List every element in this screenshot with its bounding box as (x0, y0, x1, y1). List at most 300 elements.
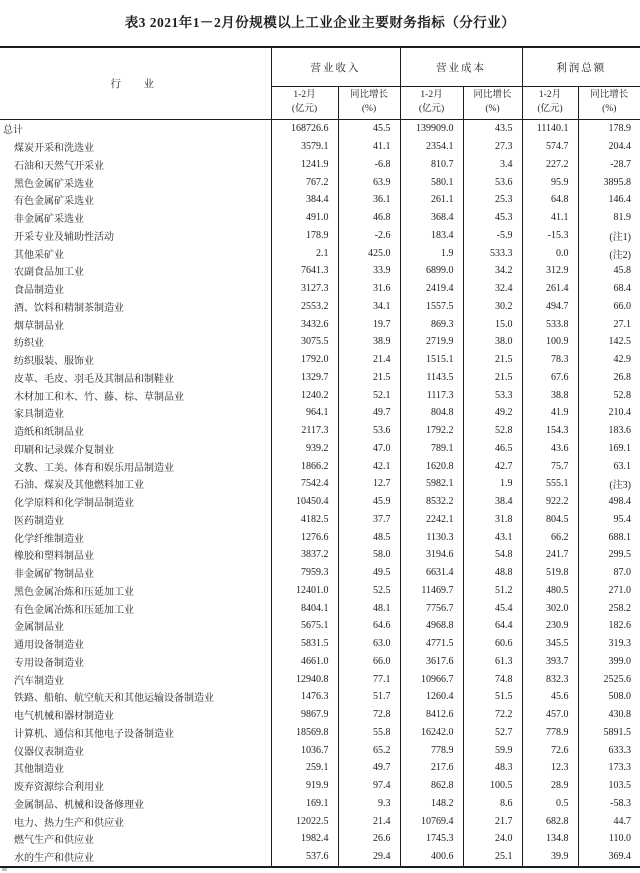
value-cell: 32.4 (463, 280, 522, 298)
value-cell: 5675.1 (271, 617, 338, 635)
value-cell: 54.8 (463, 546, 522, 564)
value-cell: 52.5 (338, 582, 400, 600)
value-cell: 210.4 (608, 407, 631, 419)
value-cell: 178.9 (608, 123, 631, 135)
value-cell: 21.5 (338, 369, 400, 387)
value-cell: 58.0 (338, 546, 400, 564)
subheader-line: (%) (602, 104, 617, 114)
table-row (0, 298, 640, 316)
value-cell: 7641.3 (271, 262, 338, 280)
financial-indicators-table (0, 46, 640, 868)
value-cell: 1515.1 (400, 351, 463, 369)
group-header-profit: 利润总额 (522, 47, 640, 87)
value-cell: 51.7 (338, 688, 400, 706)
value-cell: 10450.4 (271, 493, 338, 511)
table-row (0, 369, 640, 387)
value-cell: 1792.0 (271, 351, 338, 369)
value-cell: 494.7 (522, 298, 578, 316)
value-cell: 146.4 (608, 194, 631, 206)
value-cell: 46.5 (463, 440, 522, 458)
value-cell: 173.3 (608, 762, 631, 774)
industry-cell: 烟草制品业 (0, 315, 271, 333)
value-cell: 312.9 (522, 262, 578, 280)
value-cell: 61.3 (463, 653, 522, 671)
value-cell: 77.1 (338, 670, 400, 688)
value-cell: 2.1 (271, 244, 338, 262)
value-cell: 53.3 (463, 386, 522, 404)
value-cell: 52.7 (463, 724, 522, 742)
value-cell: 3194.6 (400, 546, 463, 564)
value-cell: 778.9 (522, 724, 578, 742)
value-cell: 1130.3 (400, 528, 463, 546)
value-cell: 15.0 (463, 315, 522, 333)
industry-cell: 总计 (0, 120, 271, 138)
value-cell: 0.0 (522, 244, 578, 262)
value-cell: 1620.8 (400, 457, 463, 475)
value-cell: 45.8 (613, 265, 631, 277)
table-row (0, 724, 640, 742)
industry-cell: 仪器仪表制造业 (0, 741, 271, 759)
value-cell: 26.6 (338, 830, 400, 848)
value-cell: -15.3 (522, 227, 578, 245)
subheader-profit-growth (578, 87, 640, 120)
value-cell: 271.0 (608, 584, 631, 596)
value-cell: 368.4 (400, 209, 463, 227)
value-cell: 38.9 (338, 333, 400, 351)
value-cell: 12.3 (522, 759, 578, 777)
value-cell: 400.6 (400, 848, 463, 867)
industry-cell: 纺织服装、服饰业 (0, 351, 271, 369)
value-cell: 1557.5 (400, 298, 463, 316)
value-cell: 682.8 (522, 812, 578, 830)
subheader-profit-amount (522, 87, 578, 120)
industry-cell: 金属制品、机械和设备修理业 (0, 795, 271, 813)
table-row (0, 688, 640, 706)
value-cell: 38.0 (463, 333, 522, 351)
value-cell: 97.4 (338, 777, 400, 795)
industry-cell: 石油和天然气开采业 (0, 156, 271, 174)
industry-cell: 化学纤维制造业 (0, 528, 271, 546)
table-row (0, 386, 640, 404)
value-cell: 183.4 (400, 227, 463, 245)
table-row (0, 777, 640, 795)
industry-cell: 皮革、毛皮、羽毛及其制品和制鞋业 (0, 369, 271, 387)
scan-artifact-mark (2, 868, 7, 871)
value-cell: 34.2 (463, 262, 522, 280)
value-cell: 261.4 (522, 280, 578, 298)
value-cell: (注3) (609, 480, 631, 492)
value-cell: 72.6 (522, 741, 578, 759)
industry-cell: 农副食品加工业 (0, 262, 271, 280)
value-cell: 519.8 (522, 564, 578, 582)
industry-cell: 计算机、通信和其他电子设备制造业 (0, 724, 271, 742)
value-cell: 3432.6 (271, 315, 338, 333)
table-row (0, 120, 640, 138)
table-row (0, 138, 640, 156)
value-cell: 51.2 (463, 582, 522, 600)
table-row (0, 209, 640, 227)
industry-cell: 木材加工和木、竹、藤、棕、草制品业 (0, 386, 271, 404)
value-cell: 87.0 (613, 567, 631, 579)
value-cell: 384.4 (271, 191, 338, 209)
value-cell: 3127.3 (271, 280, 338, 298)
industry-cell: 酒、饮料和精制茶制造业 (0, 298, 271, 316)
value-cell: 6631.4 (400, 564, 463, 582)
value-cell: 1117.3 (400, 386, 463, 404)
value-cell: 1745.3 (400, 830, 463, 848)
industry-cell: 文教、工美、体育和娱乐用品制造业 (0, 457, 271, 475)
table-row (0, 528, 640, 546)
value-cell: 24.0 (463, 830, 522, 848)
table-row (0, 617, 640, 635)
value-cell: 134.8 (522, 830, 578, 848)
value-cell: 3837.2 (271, 546, 338, 564)
value-cell: -2.6 (338, 227, 400, 245)
industry-cell: 橡胶和塑料制品业 (0, 546, 271, 564)
value-cell: 43.5 (463, 120, 522, 138)
value-cell: 42.7 (463, 457, 522, 475)
value-cell: 302.0 (522, 599, 578, 617)
value-cell: 5982.1 (400, 475, 463, 493)
value-cell: 33.9 (338, 262, 400, 280)
value-cell: 45.6 (522, 688, 578, 706)
value-cell: 48.5 (338, 528, 400, 546)
industry-cell: 医药制造业 (0, 511, 271, 529)
value-cell: 399.0 (608, 655, 631, 667)
value-cell: 2117.3 (271, 422, 338, 440)
table-row (0, 173, 640, 191)
industry-cell: 水的生产和供应业 (0, 848, 271, 867)
value-cell: 8.6 (463, 795, 522, 813)
value-cell: 3579.1 (271, 138, 338, 156)
industry-cell: 非金属矿物制品业 (0, 564, 271, 582)
value-cell: 8412.6 (400, 706, 463, 724)
value-cell: 227.2 (522, 156, 578, 174)
value-cell: 21.4 (338, 351, 400, 369)
value-cell: 3.4 (463, 156, 522, 174)
value-cell: 168726.6 (271, 120, 338, 138)
industry-cell: 有色金属矿采选业 (0, 191, 271, 209)
value-cell: -28.7 (610, 158, 631, 170)
industry-cell: 汽车制造业 (0, 670, 271, 688)
table-row (0, 440, 640, 458)
value-cell: 74.8 (463, 670, 522, 688)
value-cell: 48.3 (463, 759, 522, 777)
value-cell: 1.9 (400, 244, 463, 262)
value-cell: 52.8 (613, 389, 631, 401)
table-row (0, 404, 640, 422)
value-cell: 95.9 (522, 173, 578, 191)
value-cell: 63.1 (613, 460, 631, 472)
table-row (0, 741, 640, 759)
page-title: 表3 2021年1－2月份规模以上工业企业主要财务指标（分行业） (124, 15, 516, 30)
subheader-cost-amount (400, 87, 463, 120)
value-cell: 258.2 (608, 602, 631, 614)
industry-cell: 纺织业 (0, 333, 271, 351)
subheader-line: (亿元) (418, 104, 445, 114)
value-cell: 154.3 (522, 422, 578, 440)
value-cell: 4771.5 (400, 635, 463, 653)
industry-cell: 化学原料和化学制品制造业 (0, 493, 271, 511)
value-cell: 580.1 (400, 173, 463, 191)
subheader-revenue-amount (271, 87, 338, 120)
table-row (0, 191, 640, 209)
industry-cell: 专用设备制造业 (0, 653, 271, 671)
value-cell: (注2) (609, 249, 631, 261)
subheader-line: (亿元) (537, 104, 563, 114)
value-cell: 51.5 (463, 688, 522, 706)
value-cell: 1866.2 (271, 457, 338, 475)
value-cell: 31.6 (338, 280, 400, 298)
value-cell: 53.6 (463, 173, 522, 191)
value-cell: 44.7 (613, 815, 631, 827)
value-cell: 4661.0 (271, 653, 338, 671)
table-row (0, 315, 640, 333)
value-cell: 12022.5 (271, 812, 338, 830)
table-row (0, 582, 640, 600)
industry-cell: 造纸和纸制品业 (0, 422, 271, 440)
value-cell: 95.4 (613, 513, 631, 525)
table-row (0, 795, 640, 813)
industry-cell: 黑色金属冶炼和压延加工业 (0, 582, 271, 600)
value-cell: 48.1 (338, 599, 400, 617)
value-cell: 498.4 (608, 496, 631, 508)
value-cell: 12.7 (338, 475, 400, 493)
group-header-revenue: 营业收入 (271, 47, 400, 87)
table-row (0, 333, 640, 351)
value-cell: 537.6 (271, 848, 338, 867)
value-cell: 230.9 (522, 617, 578, 635)
value-cell: 3617.6 (400, 653, 463, 671)
table-row (0, 351, 640, 369)
value-cell: 633.3 (608, 744, 631, 756)
value-cell: 430.8 (608, 709, 631, 721)
table-row (0, 670, 640, 688)
value-cell: 169.1 (271, 795, 338, 813)
value-cell: 1982.4 (271, 830, 338, 848)
group-header-row (0, 47, 640, 87)
value-cell: 49.7 (338, 404, 400, 422)
table-row (0, 546, 640, 564)
value-cell: (注1) (609, 231, 631, 243)
industry-cell: 煤炭开采和洗选业 (0, 138, 271, 156)
value-cell: 53.6 (338, 422, 400, 440)
table-row (0, 564, 640, 582)
value-cell: 64.8 (522, 191, 578, 209)
value-cell: 2719.9 (400, 333, 463, 351)
value-cell: 183.6 (608, 425, 631, 437)
industry-cell: 其他采矿业 (0, 244, 271, 262)
value-cell: 49.2 (463, 404, 522, 422)
value-cell: 508.0 (608, 691, 631, 703)
industry-column-header: 行 业 (0, 47, 271, 120)
value-cell: 6899.0 (400, 262, 463, 280)
value-cell: 66.2 (522, 528, 578, 546)
subheader-line: (%) (361, 104, 377, 114)
value-cell: 37.7 (338, 511, 400, 529)
value-cell: 19.7 (338, 315, 400, 333)
value-cell: 832.3 (522, 670, 578, 688)
industry-cell: 电力、热力生产和供应业 (0, 812, 271, 830)
value-cell: 1241.9 (271, 156, 338, 174)
value-cell: 8404.1 (271, 599, 338, 617)
value-cell: 41.9 (522, 404, 578, 422)
value-cell: 1792.2 (400, 422, 463, 440)
table-row (0, 227, 640, 245)
value-cell: 42.1 (338, 457, 400, 475)
value-cell: 21.5 (463, 351, 522, 369)
table-row (0, 830, 640, 848)
value-cell: 425.0 (338, 244, 400, 262)
value-cell: 1276.6 (271, 528, 338, 546)
value-cell: 2354.1 (400, 138, 463, 156)
industry-cell: 电气机械和器材制造业 (0, 706, 271, 724)
value-cell: 34.1 (338, 298, 400, 316)
value-cell: 64.6 (338, 617, 400, 635)
table-header (0, 47, 640, 120)
value-cell: 345.5 (522, 635, 578, 653)
value-cell: 9867.9 (271, 706, 338, 724)
value-cell: 28.9 (522, 777, 578, 795)
value-cell: 63.9 (338, 173, 400, 191)
value-cell: 393.7 (522, 653, 578, 671)
value-cell: 38.4 (463, 493, 522, 511)
value-cell: 81.9 (613, 212, 631, 224)
industry-cell: 非金属矿采选业 (0, 209, 271, 227)
industry-cell: 有色金属冶炼和压延加工业 (0, 599, 271, 617)
value-cell: 778.9 (400, 741, 463, 759)
table-row (0, 244, 640, 262)
value-cell: 8532.2 (400, 493, 463, 511)
industry-cell: 开采专业及辅助性活动 (0, 227, 271, 245)
value-cell: 25.3 (463, 191, 522, 209)
value-cell: 59.9 (463, 741, 522, 759)
value-cell: 533.3 (463, 244, 522, 262)
value-cell: 16242.0 (400, 724, 463, 742)
value-cell: 0.5 (522, 795, 578, 813)
value-cell: 47.0 (338, 440, 400, 458)
value-cell: 75.7 (522, 457, 578, 475)
value-cell: 241.7 (522, 546, 578, 564)
table-row (0, 511, 640, 529)
value-cell: 21.5 (463, 369, 522, 387)
value-cell: 60.6 (463, 635, 522, 653)
industry-cell: 金属制品业 (0, 617, 271, 635)
value-cell: 457.0 (522, 706, 578, 724)
value-cell: 964.1 (271, 404, 338, 422)
table-row (0, 599, 640, 617)
value-cell: 922.2 (522, 493, 578, 511)
table-row (0, 262, 640, 280)
value-cell: 574.7 (522, 138, 578, 156)
value-cell: 31.8 (463, 511, 522, 529)
value-cell: 491.0 (271, 209, 338, 227)
value-cell: 178.9 (271, 227, 338, 245)
value-cell: 64.4 (463, 617, 522, 635)
value-cell: 26.8 (613, 371, 631, 383)
value-cell: 4182.5 (271, 511, 338, 529)
value-cell: 36.1 (338, 191, 400, 209)
industry-cell: 其他制造业 (0, 759, 271, 777)
subheader-revenue-growth (338, 87, 400, 120)
value-cell: 142.5 (608, 336, 631, 348)
subheader-line: 同比增长 (590, 90, 629, 101)
value-cell: 65.2 (338, 741, 400, 759)
value-cell: 261.1 (400, 191, 463, 209)
subheader-line: 同比增长 (473, 90, 512, 101)
value-cell: 27.1 (613, 318, 631, 330)
industry-cell: 铁路、船舶、航空航天和其他运输设备制造业 (0, 688, 271, 706)
value-cell: 52.8 (463, 422, 522, 440)
subheader-line: (%) (485, 104, 500, 114)
industry-cell: 黑色金属矿采选业 (0, 173, 271, 191)
table-row (0, 475, 640, 493)
value-cell: 49.7 (338, 759, 400, 777)
value-cell: 10769.4 (400, 812, 463, 830)
value-cell: 767.2 (271, 173, 338, 191)
value-cell: 48.8 (463, 564, 522, 582)
value-cell: 39.9 (522, 848, 578, 867)
value-cell: 66.0 (338, 653, 400, 671)
value-cell: 72.8 (338, 706, 400, 724)
value-cell: 27.3 (463, 138, 522, 156)
table-body (0, 120, 640, 867)
value-cell: 63.0 (338, 635, 400, 653)
value-cell: 939.2 (271, 440, 338, 458)
value-cell: 2553.2 (271, 298, 338, 316)
industry-cell: 食品制造业 (0, 280, 271, 298)
value-cell: 1260.4 (400, 688, 463, 706)
value-cell: 1.9 (463, 475, 522, 493)
value-cell: 5891.5 (603, 726, 631, 738)
value-cell: 72.2 (463, 706, 522, 724)
value-cell: 100.9 (522, 333, 578, 351)
value-cell: 1329.7 (271, 369, 338, 387)
value-cell: 43.1 (463, 528, 522, 546)
value-cell: 2242.1 (400, 511, 463, 529)
value-cell: 533.8 (522, 315, 578, 333)
value-cell: 46.8 (338, 209, 400, 227)
value-cell: 21.7 (463, 812, 522, 830)
value-cell: 66.0 (613, 300, 631, 312)
industry-cell: 废弃资源综合利用业 (0, 777, 271, 795)
value-cell: 139909.0 (400, 120, 463, 138)
value-cell: 42.9 (613, 354, 631, 366)
value-cell: 182.6 (608, 620, 631, 632)
value-cell: 29.4 (338, 848, 400, 867)
value-cell: 3895.8 (603, 176, 631, 188)
table-row (0, 280, 640, 298)
value-cell: 110.0 (608, 833, 631, 845)
value-cell: 45.9 (338, 493, 400, 511)
value-cell: 810.7 (400, 156, 463, 174)
value-cell: 103.5 (608, 780, 631, 792)
value-cell: 2419.4 (400, 280, 463, 298)
value-cell: 217.6 (400, 759, 463, 777)
value-cell: 804.8 (400, 404, 463, 422)
value-cell: 1036.7 (271, 741, 338, 759)
table-row (0, 759, 640, 777)
value-cell: 3075.5 (271, 333, 338, 351)
value-cell: 319.3 (608, 638, 631, 650)
value-cell: 1143.5 (400, 369, 463, 387)
table-row (0, 493, 640, 511)
value-cell: 862.8 (400, 777, 463, 795)
value-cell: 12940.8 (271, 670, 338, 688)
value-cell: 67.6 (522, 369, 578, 387)
group-header-cost: 营业成本 (400, 47, 522, 87)
table-row (0, 156, 640, 174)
